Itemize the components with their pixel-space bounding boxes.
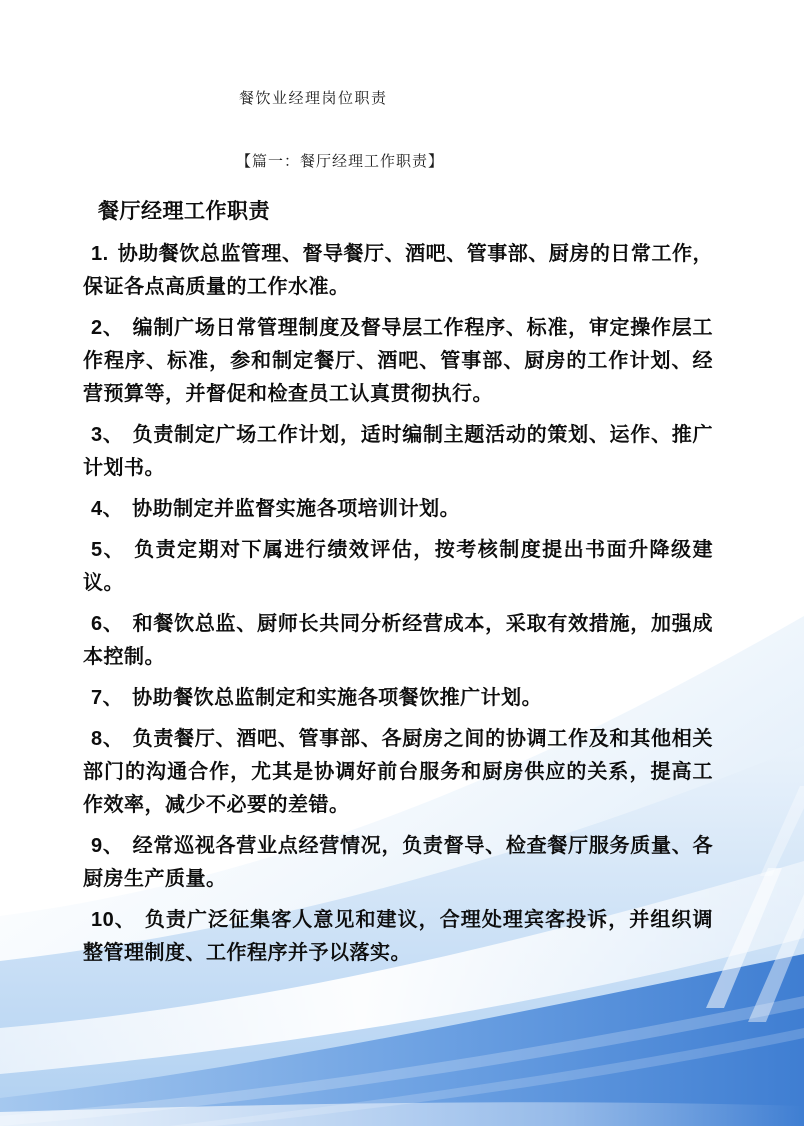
duty-item [83, 682, 713, 715]
page-bottom-strip [0, 1126, 804, 1136]
duty-item [83, 419, 713, 485]
item-number: 3、 [91, 424, 124, 446]
item-text: 经常巡视各营业点经营情况，负责督导、检查餐厅服务质量、各厨房生产质量。 [83, 835, 714, 890]
item-number: 8、 [91, 728, 124, 750]
item-text: 协助制定并监督实施各项培训计划。 [132, 498, 461, 520]
duty-item [83, 723, 713, 822]
item-number: 10、 [91, 909, 136, 931]
item-text: 负责制定广场工作计划，适时编制主题活动的策划、运作、推广计划书。 [83, 424, 714, 479]
item-number: 4、 [91, 498, 124, 520]
duty-item [83, 534, 713, 600]
section-heading: 餐厅经理工作职责 [98, 200, 270, 223]
item-text: 协助餐饮总监管理、督导餐厅、酒吧、管事部、厨房的日常工作，保证各点高质量的工作水准。 [83, 243, 713, 298]
document-body [83, 195, 713, 978]
item-text: 负责定期对下属进行绩效评估，按考核制度提出书面升降级建议。 [83, 539, 714, 594]
item-number: 5、 [91, 539, 126, 561]
item-text: 协助餐饮总监制定和实施各项餐饮推广计划。 [132, 687, 543, 709]
duty-item [83, 493, 713, 526]
item-text: 和餐饮总监、厨师长共同分析经营成本，采取有效措施，加强成本控制。 [83, 613, 714, 668]
duty-item [83, 904, 713, 970]
duty-item [83, 608, 713, 674]
item-text: 编制广场日常管理制度及督导层工作程序、标准，审定操作层工作程序、标准，参和制定餐厅、酒吧、管事部、厨房的工作计划、经营预算等，并督促和检查员工认真贯彻执行。 [83, 317, 714, 405]
duty-item [83, 312, 713, 411]
item-number: 2、 [91, 317, 124, 339]
item-number: 1. [91, 243, 109, 265]
item-text: 负责广泛征集客人意见和建议，合理处理宾客投诉，并组织调整管理制度、工作程序并予以落实。 [83, 909, 713, 964]
section-header: 【篇一：餐厅经理工作职责】 [236, 154, 445, 170]
item-text: 负责餐厅、酒吧、管事部、各厨房之间的协调工作及和其他相关部门的沟通合作，尤其是协调好前台服务和厨房供应的关系，提高工作效率，减少不必要的差错。 [83, 728, 714, 816]
item-number: 9、 [91, 835, 124, 857]
doc-title: 餐饮业经理岗位职责 [239, 91, 388, 107]
item-number: 6、 [91, 613, 124, 635]
duty-item [83, 238, 713, 304]
duty-item [83, 830, 713, 896]
item-number: 7、 [91, 687, 124, 709]
